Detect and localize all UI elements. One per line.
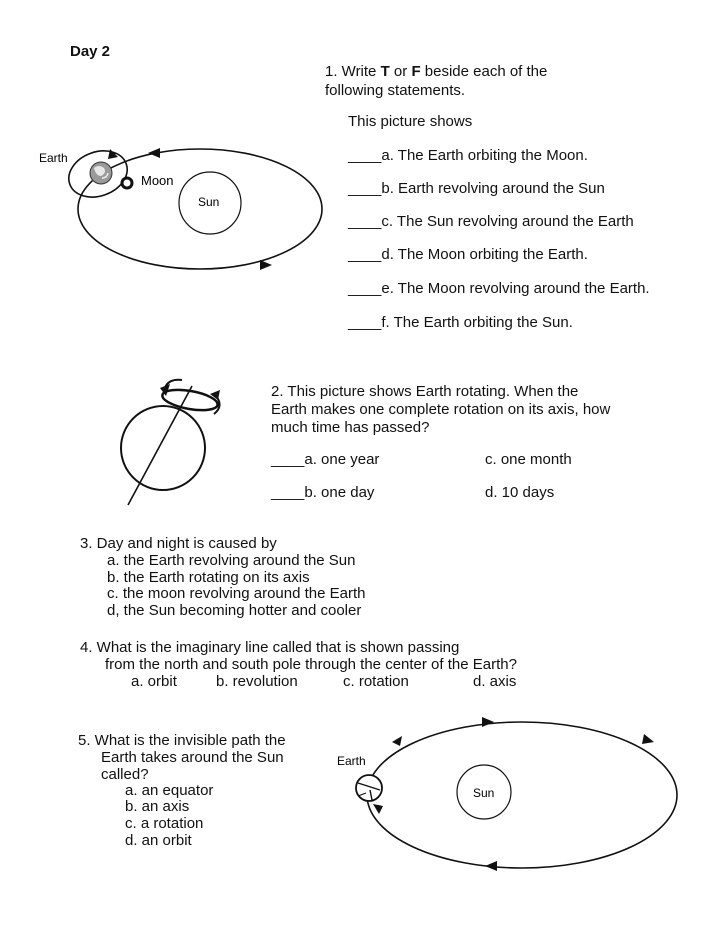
q4-line1: 4. What is the imaginary line called that is shown passing [80, 639, 460, 656]
q5-option-d: d. an orbit [125, 832, 192, 849]
q3-option-b: b. the Earth rotating on its axis [107, 569, 310, 586]
earth-orbit-path-2 [367, 722, 677, 868]
diagram1-earth-label: Earth [39, 151, 68, 165]
earth-tilted-icon [356, 775, 382, 801]
q3-option-a: a. the Earth revolving around the Sun [107, 552, 356, 569]
diagram2-earth-label: Earth [337, 754, 366, 768]
q4-option-b: b. revolution [216, 673, 298, 690]
q1-true-letter: T [380, 63, 390, 80]
orbit-arrow-2-bottom-left [373, 804, 383, 814]
orbit-arrow-2-bottom [485, 861, 497, 871]
q3-question: 3. Day and night is caused by [80, 535, 277, 552]
q5-line2: Earth takes around the Sun [101, 749, 284, 766]
q1-instruction [325, 64, 547, 79]
q1-option-c: ____c. The Sun revolving around the Earth [348, 213, 634, 230]
rotation-diagram [100, 370, 250, 520]
q5-option-c: c. a rotation [125, 815, 204, 832]
q1-false-letter: F [411, 63, 421, 80]
q3-option-c: c. the moon revolving around the Earth [107, 585, 366, 602]
orbit-arrow-2-right [642, 734, 654, 744]
q5-line1: 5. What is the invisible path the [78, 732, 286, 749]
q1-instruction-post: beside each of the [420, 63, 548, 80]
q2-line1: 2. This picture shows Earth rotating. When the [271, 383, 579, 400]
orbit-diagram-2 [330, 710, 670, 880]
earth-outline [121, 406, 205, 490]
orbit-arrow-2-left [392, 736, 402, 746]
q2-line2: Earth makes one complete rotation on its axis, how [271, 401, 611, 418]
moon-circle [122, 178, 132, 188]
q2-option-c: c. one month [485, 451, 572, 468]
q1-instruction-line2: following statements. [325, 82, 466, 99]
q1-option-d: ____d. The Moon orbiting the Earth. [348, 246, 588, 263]
q4-line2: from the north and south pole through the center of the Earth? [105, 656, 517, 673]
diagram1-moon-label: Moon [141, 173, 174, 188]
orbit-arrow-bottom [260, 260, 272, 270]
q1-option-a: ____a. The Earth orbiting the Moon. [348, 147, 588, 164]
q5-line3: called? [101, 766, 149, 783]
q4-option-c: c. rotation [343, 673, 409, 690]
q4-option-d: d. axis [473, 673, 517, 690]
orbit-arrow-2-top [482, 717, 494, 727]
q3-option-d: d, the Sun becoming hotter and cooler [107, 602, 362, 619]
diagram1-sun-label: Sun [198, 195, 220, 209]
q4-option-a: a. orbit [131, 673, 177, 690]
q2-option-d: d. 10 days [485, 484, 555, 501]
q2-option-a: ____a. one year [271, 451, 380, 468]
q2-option-b: ____b. one day [271, 484, 375, 501]
q5-option-a: a. an equator [125, 782, 214, 799]
orbit-arrow-top [148, 148, 160, 158]
day-title: Day 2 [70, 43, 111, 60]
q1-intro: This picture shows [348, 113, 473, 130]
q1-instruction-mid: or [389, 63, 412, 80]
q1-instruction-pre: 1. Write [325, 63, 381, 80]
q2-line3: much time has passed? [271, 419, 430, 436]
orbit-diagram-1 [0, 135, 330, 285]
q1-option-b: ____b. Earth revolving around the Sun [348, 180, 605, 197]
diagram2-sun-label: Sun [473, 786, 495, 800]
earth-globe-icon [90, 162, 112, 184]
q1-option-e: ____e. The Moon revolving around the Earth. [348, 280, 650, 297]
q1-option-f: ____f. The Earth orbiting the Sun. [348, 314, 573, 331]
q5-option-b: b. an axis [125, 798, 190, 815]
